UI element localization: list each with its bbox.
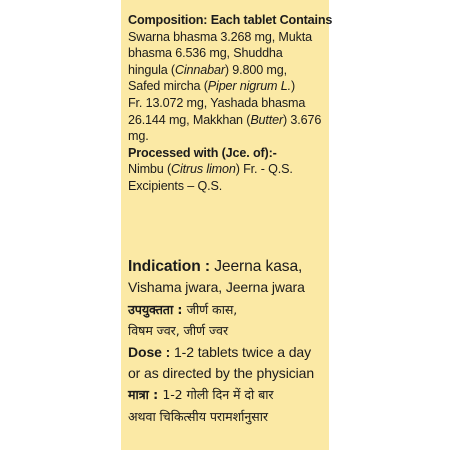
composition-line-3-post: ) 9.800 mg, <box>224 62 287 77</box>
composition-line-7: mg. <box>128 129 149 144</box>
dose-hindi-line-2: अथवा चिकित्सीय परामर्शानुसार <box>128 408 268 424</box>
indication-hindi-line-1 <box>128 299 332 320</box>
processed-line-1 <box>128 161 328 178</box>
indication-line-1 <box>128 256 332 277</box>
dose-hindi-text-1: 1-2 गोली दिन में दो बार <box>162 387 274 403</box>
indication-text-1: Jeerna kasa, <box>214 258 303 275</box>
processed-line-1-italic: Citrus limon <box>171 162 236 177</box>
indication-hindi-line-2: विषम ज्वर, जीर्ण ज्वर <box>128 323 229 339</box>
composition-line-1: Swarna bhasma 3.268 mg, Mukta <box>128 29 312 44</box>
usage-section <box>128 256 332 427</box>
indication-label: Indication : <box>128 258 215 275</box>
processed-line-1-pre: Nimbu ( <box>128 162 172 177</box>
processed-line-1-post: ) Fr. - Q.S. <box>235 162 293 177</box>
composition-line-5: Fr. 13.072 mg, Yashada bhasma <box>128 95 306 110</box>
composition-line-2: bhasma 6.536 mg, Shuddha <box>128 46 283 61</box>
indication-hindi-label: उपयुक्तता : <box>128 301 187 317</box>
processed-heading: Processed with (Jce. of):- <box>128 145 277 160</box>
composition-line-3 <box>128 62 328 79</box>
composition-line-6-italic: Butter <box>250 112 284 127</box>
dose-hindi-line-1 <box>128 384 332 405</box>
processed-line-2: Excipients – Q.S. <box>128 178 223 193</box>
dose-line-2: or as directed by the physician <box>128 365 315 382</box>
composition-line-3-italic: Cinnabar <box>174 62 225 77</box>
indication-hindi-text-1: जीर्ण कास, <box>186 301 238 317</box>
dose-line-1 <box>128 342 332 363</box>
composition-heading: Composition: Each tablet Contains <box>128 13 333 27</box>
dose-hindi-label: मात्रा : <box>128 387 163 403</box>
composition-line-3-pre: hingula ( <box>128 62 175 77</box>
dose-text-1: 1-2 tablets twice a day <box>173 343 311 360</box>
composition-line-6-pre: 26.144 mg, Makkhan ( <box>128 112 251 127</box>
composition-line-4-post: ) <box>290 79 295 94</box>
composition-section <box>128 12 333 195</box>
indication-line-2: Vishama jwara, Jeerna jwara <box>128 279 305 296</box>
dose-label: Dose : <box>128 343 174 360</box>
composition-line-6-post: ) 3.676 <box>283 112 322 127</box>
composition-line-4-pre: Safed mircha ( <box>128 79 208 94</box>
composition-line-4 <box>128 78 328 95</box>
composition-line-4-italic: Piper nigrum L. <box>207 79 291 94</box>
composition-line-6 <box>128 112 328 129</box>
product-label-panel <box>121 0 333 450</box>
